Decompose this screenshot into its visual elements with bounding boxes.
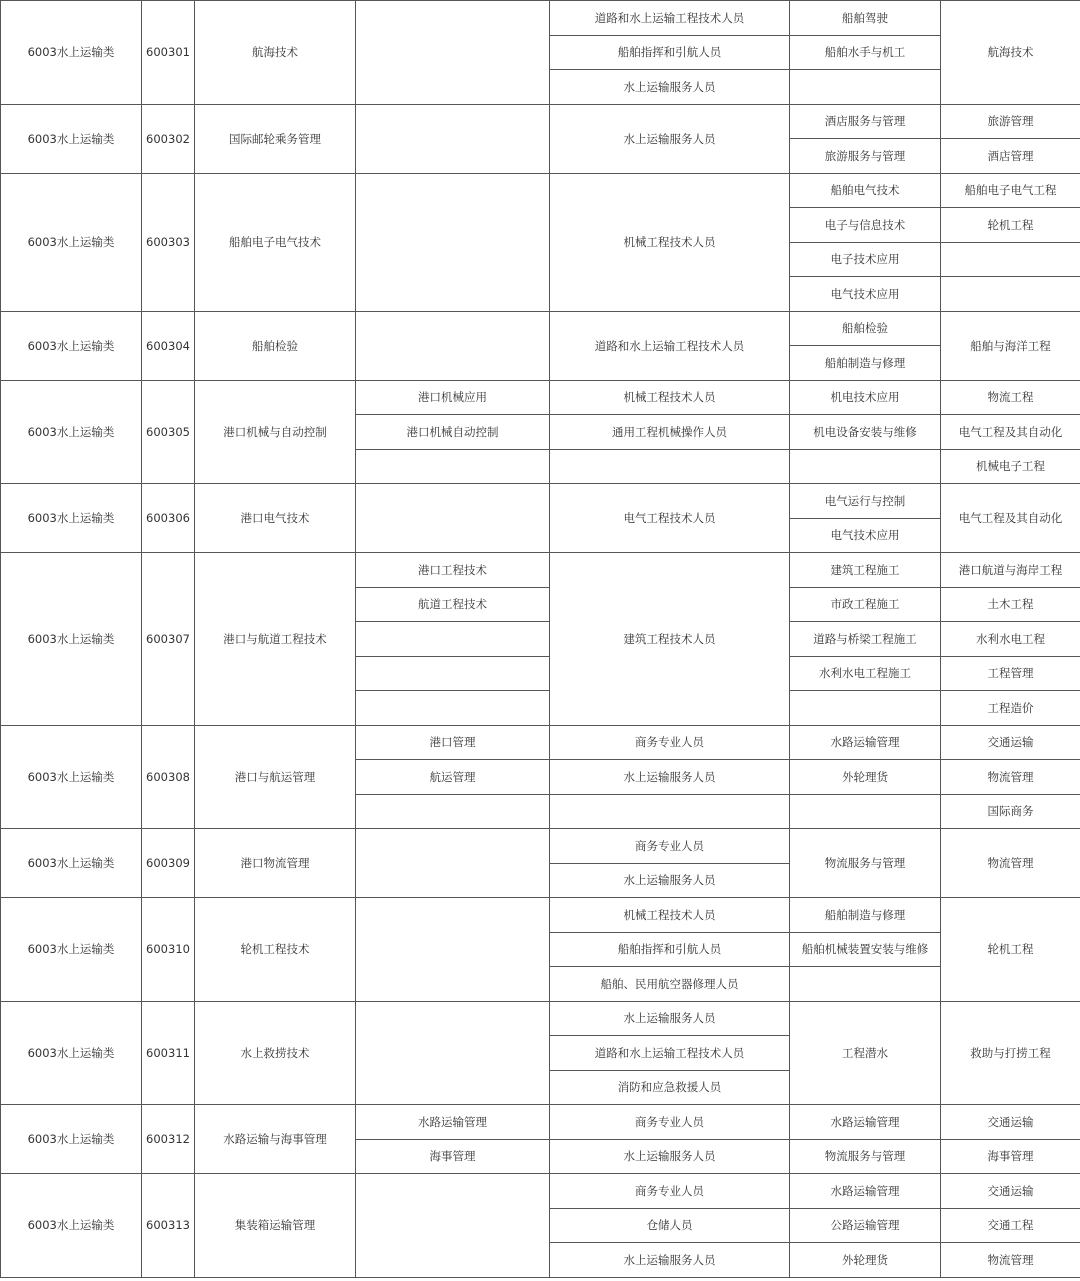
major-name-cell: 港口与航道工程技术 [195, 553, 356, 726]
major-code-cell: 600301 [142, 1, 195, 105]
vocational-major-cell: 道路与桥梁工程施工 [790, 622, 941, 657]
major-code-cell: 600310 [142, 898, 195, 1002]
vocational-major-cell: 水路运输管理 [790, 725, 941, 760]
direction-cell: 港口工程技术 [356, 553, 550, 588]
undergrad-major-cell: 船舶与海洋工程 [941, 311, 1080, 380]
major-code-cell: 600309 [142, 829, 195, 898]
direction-cell [356, 1, 550, 105]
major-name-cell: 港口与航运管理 [195, 725, 356, 829]
direction-cell: 水路运输管理 [356, 1105, 550, 1140]
major-code-cell: 600308 [142, 725, 195, 829]
vocational-major-cell: 船舶制造与修理 [790, 898, 941, 933]
major-code-cell: 600312 [142, 1105, 195, 1174]
occupation-cell: 水上运输服务人员 [550, 70, 790, 105]
occupation-cell: 水上运输服务人员 [550, 1001, 790, 1036]
vocational-major-cell: 电子与信息技术 [790, 208, 941, 243]
undergrad-major-cell: 土木工程 [941, 587, 1080, 622]
undergrad-major-cell: 工程管理 [941, 656, 1080, 691]
table-row [1, 553, 1080, 588]
direction-cell [356, 104, 550, 173]
vocational-major-cell: 船舶水手与机工 [790, 35, 941, 70]
occupation-cell: 电气工程技术人员 [550, 484, 790, 553]
table-row [1, 104, 1080, 139]
occupation-cell: 水上运输服务人员 [550, 760, 790, 795]
occupation-cell: 道路和水上运输工程技术人员 [550, 1036, 790, 1071]
direction-cell: 航运管理 [356, 760, 550, 795]
undergrad-major-cell [941, 277, 1080, 312]
undergrad-major-cell: 轮机工程 [941, 898, 1080, 1002]
vocational-major-cell: 船舶检验 [790, 311, 941, 346]
major-name-cell: 水上救捞技术 [195, 1001, 356, 1105]
occupation-cell [550, 449, 790, 484]
vocational-major-cell: 水利水电工程施工 [790, 656, 941, 691]
vocational-major-cell: 公路运输管理 [790, 1208, 941, 1243]
vocational-major-cell: 市政工程施工 [790, 587, 941, 622]
table-row [1, 1, 1080, 36]
major-code-cell: 600304 [142, 311, 195, 380]
vocational-major-cell: 电子技术应用 [790, 242, 941, 277]
category-cell: 6003水上运输类 [1, 1001, 142, 1105]
undergrad-major-cell: 港口航道与海岸工程 [941, 553, 1080, 588]
category-cell: 6003水上运输类 [1, 484, 142, 553]
major-code-cell: 600313 [142, 1174, 195, 1278]
vocational-major-cell [790, 449, 941, 484]
occupation-cell: 水上运输服务人员 [550, 863, 790, 898]
undergrad-major-cell: 救助与打捞工程 [941, 1001, 1080, 1105]
table-row [1, 898, 1080, 933]
vocational-major-cell: 船舶电气技术 [790, 173, 941, 208]
direction-cell [356, 484, 550, 553]
category-cell: 6003水上运输类 [1, 898, 142, 1002]
undergrad-major-cell: 电气工程及其自动化 [941, 484, 1080, 553]
major-code-cell: 600303 [142, 173, 195, 311]
occupation-cell: 道路和水上运输工程技术人员 [550, 1, 790, 36]
category-cell: 6003水上运输类 [1, 725, 142, 829]
occupation-cell: 船舶指挥和引航人员 [550, 932, 790, 967]
occupation-cell: 船舶指挥和引航人员 [550, 35, 790, 70]
undergrad-major-cell [941, 242, 1080, 277]
vocational-major-cell: 电气技术应用 [790, 277, 941, 312]
category-cell: 6003水上运输类 [1, 173, 142, 311]
vocational-major-cell: 物流服务与管理 [790, 1139, 941, 1174]
vocational-major-cell: 酒店服务与管理 [790, 104, 941, 139]
table-body [1, 1, 1080, 1278]
undergrad-major-cell: 船舶电子电气工程 [941, 173, 1080, 208]
undergrad-major-cell: 交通工程 [941, 1208, 1080, 1243]
major-name-cell: 航海技术 [195, 1, 356, 105]
undergrad-major-cell: 海事管理 [941, 1139, 1080, 1174]
table-row [1, 380, 1080, 415]
undergrad-major-cell: 物流管理 [941, 829, 1080, 898]
major-code-cell: 600305 [142, 380, 195, 484]
undergrad-major-cell: 旅游管理 [941, 104, 1080, 139]
vocational-major-cell [790, 794, 941, 829]
vocational-major-cell [790, 691, 941, 726]
major-name-cell: 港口物流管理 [195, 829, 356, 898]
category-cell: 6003水上运输类 [1, 1, 142, 105]
major-code-cell: 600311 [142, 1001, 195, 1105]
occupation-cell: 机械工程技术人员 [550, 173, 790, 311]
undergrad-major-cell: 轮机工程 [941, 208, 1080, 243]
table-row [1, 725, 1080, 760]
occupation-cell: 商务专业人员 [550, 1174, 790, 1209]
undergrad-major-cell: 工程造价 [941, 691, 1080, 726]
direction-cell [356, 311, 550, 380]
category-cell: 6003水上运输类 [1, 380, 142, 484]
table-row [1, 829, 1080, 864]
occupation-cell: 消防和应急救援人员 [550, 1070, 790, 1105]
vocational-major-cell: 机电技术应用 [790, 380, 941, 415]
direction-cell: 港口机械应用 [356, 380, 550, 415]
major-name-cell: 船舶检验 [195, 311, 356, 380]
direction-cell: 港口机械自动控制 [356, 415, 550, 450]
table-row [1, 484, 1080, 519]
direction-cell: 港口管理 [356, 725, 550, 760]
direction-cell [356, 1174, 550, 1278]
vocational-major-cell: 水路运输管理 [790, 1174, 941, 1209]
occupation-cell: 通用工程机械操作人员 [550, 415, 790, 450]
undergrad-major-cell: 物流管理 [941, 760, 1080, 795]
occupation-cell: 机械工程技术人员 [550, 898, 790, 933]
vocational-major-cell: 机电设备安装与维修 [790, 415, 941, 450]
major-name-cell: 国际邮轮乘务管理 [195, 104, 356, 173]
occupation-cell: 水上运输服务人员 [550, 1139, 790, 1174]
category-cell: 6003水上运输类 [1, 104, 142, 173]
major-code-cell: 600307 [142, 553, 195, 726]
table-row [1, 311, 1080, 346]
table-row [1, 1174, 1080, 1209]
table-row [1, 1105, 1080, 1140]
direction-cell [356, 691, 550, 726]
undergrad-major-cell: 机械电子工程 [941, 449, 1080, 484]
category-cell: 6003水上运输类 [1, 1105, 142, 1174]
vocational-major-cell: 建筑工程施工 [790, 553, 941, 588]
vocational-major-cell [790, 70, 941, 105]
vocational-major-cell: 船舶机械装置安装与维修 [790, 932, 941, 967]
occupation-cell: 建筑工程技术人员 [550, 553, 790, 726]
occupation-cell: 仓储人员 [550, 1208, 790, 1243]
undergrad-major-cell: 物流工程 [941, 380, 1080, 415]
table-row [1, 1001, 1080, 1036]
direction-cell [356, 829, 550, 898]
occupation-cell [550, 794, 790, 829]
major-name-cell: 船舶电子电气技术 [195, 173, 356, 311]
major-code-cell: 600306 [142, 484, 195, 553]
direction-cell [356, 1001, 550, 1105]
table-row [1, 173, 1080, 208]
occupation-cell: 道路和水上运输工程技术人员 [550, 311, 790, 380]
vocational-major-cell: 船舶制造与修理 [790, 346, 941, 381]
direction-cell [356, 449, 550, 484]
category-cell: 6003水上运输类 [1, 1174, 142, 1278]
major-name-cell: 港口机械与自动控制 [195, 380, 356, 484]
category-cell: 6003水上运输类 [1, 553, 142, 726]
undergrad-major-cell: 酒店管理 [941, 139, 1080, 174]
vocational-major-cell: 工程潜水 [790, 1001, 941, 1105]
undergrad-major-cell: 物流管理 [941, 1243, 1080, 1278]
vocational-major-cell: 电气运行与控制 [790, 484, 941, 519]
direction-cell [356, 794, 550, 829]
occupation-cell: 商务专业人员 [550, 725, 790, 760]
occupation-cell: 商务专业人员 [550, 829, 790, 864]
undergrad-major-cell: 电气工程及其自动化 [941, 415, 1080, 450]
vocational-major-cell [790, 967, 941, 1002]
vocational-major-cell: 水路运输管理 [790, 1105, 941, 1140]
vocational-major-cell: 旅游服务与管理 [790, 139, 941, 174]
occupation-cell: 水上运输服务人员 [550, 1243, 790, 1278]
vocational-major-cell: 电气技术应用 [790, 518, 941, 553]
vocational-major-cell: 外轮理货 [790, 760, 941, 795]
undergrad-major-cell: 交通运输 [941, 1105, 1080, 1140]
category-cell: 6003水上运输类 [1, 311, 142, 380]
direction-cell [356, 622, 550, 657]
undergrad-major-cell: 交通运输 [941, 1174, 1080, 1209]
direction-cell [356, 656, 550, 691]
undergrad-major-cell: 水利水电工程 [941, 622, 1080, 657]
undergrad-major-cell: 航海技术 [941, 1, 1080, 105]
vocational-major-cell: 物流服务与管理 [790, 829, 941, 898]
vocational-major-cell: 外轮理货 [790, 1243, 941, 1278]
occupation-cell: 水上运输服务人员 [550, 104, 790, 173]
direction-cell [356, 173, 550, 311]
occupation-cell: 机械工程技术人员 [550, 380, 790, 415]
major-name-cell: 港口电气技术 [195, 484, 356, 553]
vocational-major-cell: 船舶驾驶 [790, 1, 941, 36]
direction-cell: 海事管理 [356, 1139, 550, 1174]
occupation-cell: 船舶、民用航空器修理人员 [550, 967, 790, 1002]
undergrad-major-cell: 交通运输 [941, 725, 1080, 760]
major-name-cell: 集装箱运输管理 [195, 1174, 356, 1278]
direction-cell [356, 898, 550, 1002]
major-name-cell: 轮机工程技术 [195, 898, 356, 1002]
major-code-cell: 600302 [142, 104, 195, 173]
category-cell: 6003水上运输类 [1, 829, 142, 898]
undergrad-major-cell: 国际商务 [941, 794, 1080, 829]
occupation-cell: 商务专业人员 [550, 1105, 790, 1140]
direction-cell: 航道工程技术 [356, 587, 550, 622]
major-name-cell: 水路运输与海事管理 [195, 1105, 356, 1174]
